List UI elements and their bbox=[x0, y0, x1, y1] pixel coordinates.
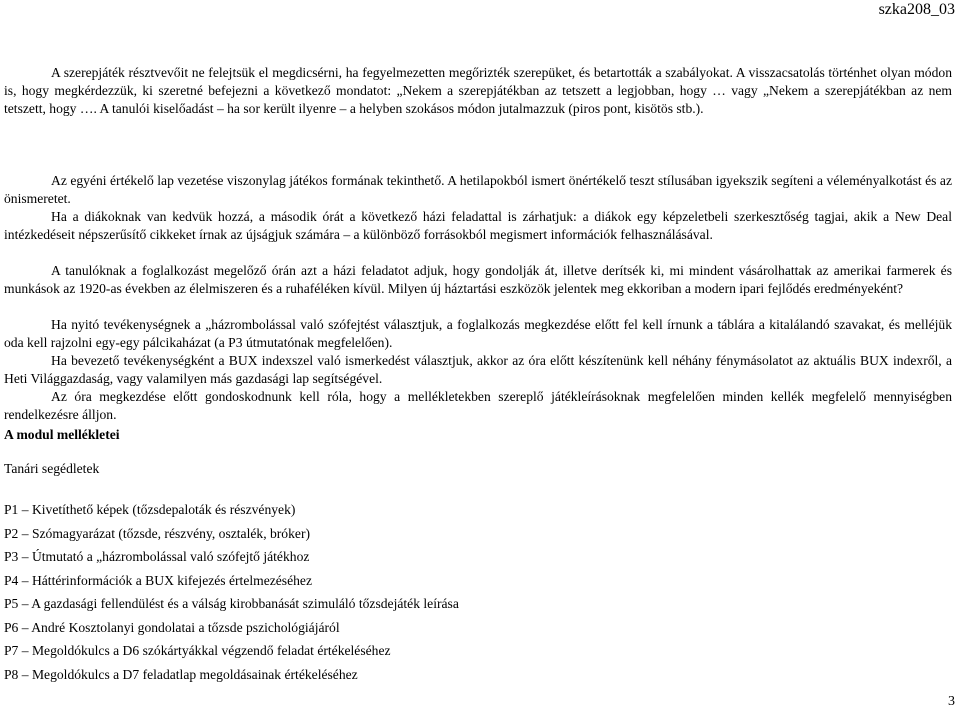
paragraph-preparation: Az óra megkezdése előtt gondoskodnunk kell róla, hogy a mellékletekben szereplő játékleírásoknak megfelelően minden kellék megfelelő mennyiségben rendelkezésre álljon. bbox=[4, 389, 952, 422]
list-item: P8 – Megoldókulcs a D7 feladatlap megoldásainak értékeléséhez bbox=[4, 666, 358, 682]
list-item: P1 – Kivetíthető képek (tőzsdepaloták és részvények) bbox=[4, 502, 296, 517]
list-item: P6 – André Kosztolanyi gondolatai a tőzsde pszichológiájáról bbox=[4, 619, 340, 635]
document-id: szka208_03 bbox=[878, 1, 955, 18]
subsection-title: Tanári segédletek bbox=[4, 461, 100, 476]
section-title: A modul mellékletei bbox=[4, 427, 120, 442]
paragraph-bux-index: Ha bevezető tevékenységként a BUX indexszel való ismerkedést választjuk, akkor az óra előtt készítenünk kell néhány fénymásolatot az aktuális BUX indexről, a Heti Világgazdaság, vagy valamilyen más gazdasági lap segítségével. bbox=[4, 353, 952, 386]
page-number: 3 bbox=[948, 694, 955, 709]
list-item: P7 – Megoldókulcs a D6 szókártyákkal végzendő feladat értékeléséhez bbox=[4, 643, 391, 658]
list-item: P5 – A gazdasági fellendülést és a válság kirobbanását szimuláló tőzsdejáték leírása bbox=[4, 596, 459, 611]
list-item: P2 – Szómagyarázat (tőzsde, részvény, osztalék, bróker) bbox=[4, 525, 310, 541]
appendix-list bbox=[4, 498, 459, 686]
paragraph-house-demolition: Ha nyitó tevékenységnek a „házrombolással való szófejtést választjuk, a foglalkozás megkezdése előtt fel kell írnunk a táblára a kitalálandó szavakat, és melléjük oda kell rajzolni egy-egy pálcikaházat (a P3 útmutatónak megfelelően). bbox=[4, 317, 952, 350]
paragraph-homework-editorial: Ha a diákoknak van kedvük hozzá, a második órát a következő házi feladattal is zárhatjuk: a diákok egy képzeletbeli szerkesztőség tagjai, akik a New Deal intézkedéseit népszerűsítő cikkeket írnak az újságjuk számára – a különböző forrásokból megismert információk felhasználásával. bbox=[4, 209, 952, 242]
paragraph-evaluation-sheet: Az egyéni értékelő lap vezetése viszonylag játékos formának tekinthető. A hetilapokból ismert önértékelő teszt stílusában igyekszik segíteni a véleményalkotást és az önismeretet. bbox=[4, 173, 952, 206]
list-item: P3 – Útmutató a „házrombolással való szófejtő játékhoz bbox=[4, 549, 310, 564]
list-item: P4 – Háttérinformációk a BUX kifejezés értelmezéséhez bbox=[4, 572, 312, 588]
paragraph-roleplay-feedback: A szerepjáték résztvevőit ne felejtsük el megdicsérni, ha fegyelmezetten megőrizték szerepüket, és betartották a szabályokat. A visszacsatolás történhet olyan módon is, hogy megkérdezzük, ki szeretné befejezni a következő mondatot: „Nekem a szerepjátékban az tetszett a legjobban, hogy … vagy „Nekem a szerepjátékban az nem tetszett, hogy …. A tanulói kiselőadást – ha sor került ilyenre – a helyben szokásos módon jutalmazzuk (piros pont, kisötös stb.). bbox=[4, 65, 952, 116]
paragraph-homework-farmers: A tanulóknak a foglalkozást megelőző órán azt a házi feladatot adjuk, hogy gondolják át, illetve derítsék ki, mi mindent vásárolhattak az amerikai farmerek és munkások az 1920-as években az élelmiszeren és a ruhaféléken kívül. Milyen új háztartási eszközök jelentek meg ekkoriban a modern ipari fejlődés eredményeként? bbox=[4, 263, 952, 296]
